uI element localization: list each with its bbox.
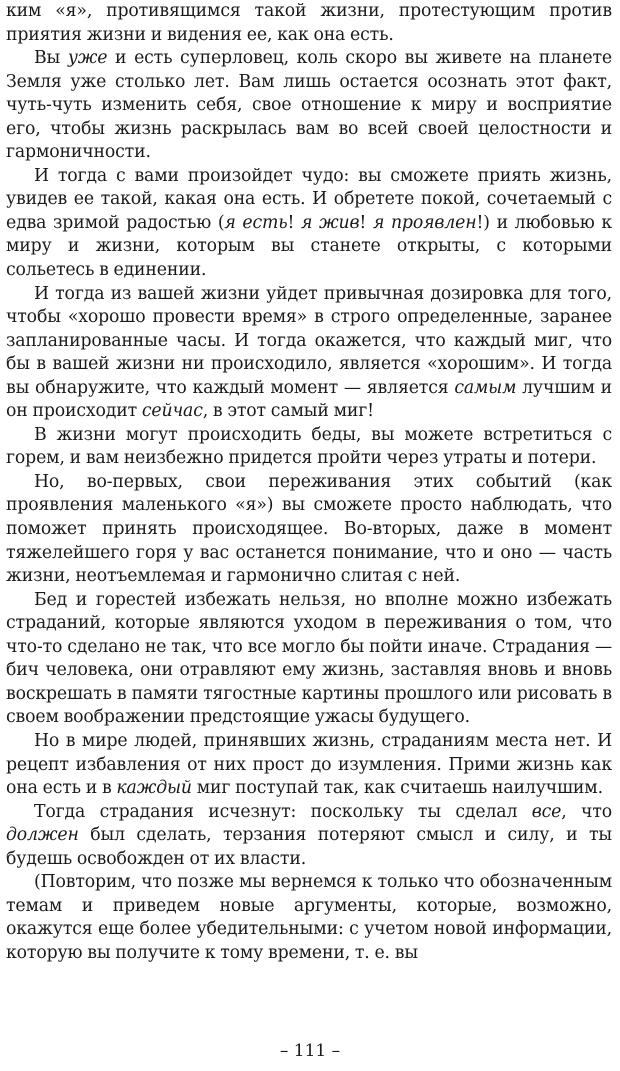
text-run: Вы	[34, 48, 68, 69]
paragraph	[6, 801, 612, 872]
text-run: (Повторим, что позже мы вернемся к только что обозначенным темам и приведем новые аргументы, которые, возможно, окажутся еще более убедительными: с учетом новой информации, которую вы получите к тому времени, т. е. вы	[6, 872, 612, 963]
text-run: Бед и горестей избежать нельзя, но вполне можно избежать страданий, которые являются уходом в переживания о том, что что-то сделано не так, что все могло бы пойти иначе. Страдания — бич человека, они отравляют ему жизнь, заставляя вновь и вновь воскрешать в памяти тягостные картины прошлого или рисовать в своем воображении предстоящие ужасы будущего.	[6, 589, 612, 728]
paragraph	[6, 424, 612, 471]
italic-text: я жив	[301, 212, 360, 233]
paragraph	[6, 471, 612, 589]
paragraph	[6, 730, 612, 801]
text-run: Тогда страдания исчезнут: поскольку ты сделал	[34, 801, 532, 822]
italic-text: сейчас	[141, 401, 203, 422]
italic-text: я есть	[224, 212, 288, 233]
text-run: ким «я», противящимся такой жизни, протестующим против приятия жизни и видения ее, как она есть.	[6, 1, 612, 45]
italic-text: должен	[6, 825, 79, 846]
italic-text: я проявлен	[372, 212, 477, 233]
text-run: !	[359, 212, 373, 233]
italic-text: каждый	[116, 778, 192, 799]
paragraph	[6, 165, 612, 283]
italic-text: самым	[454, 377, 517, 398]
paragraph	[6, 589, 612, 730]
paragraph	[6, 0, 612, 47]
text-run: , что	[561, 801, 612, 822]
text-run: В жизни могут происходить беды, вы можете встретиться с горем, и вам неизбежно придется пройти через утраты и потери.	[6, 424, 612, 469]
page-number: – 111 –	[279, 1041, 341, 1061]
text-run: Но, во-первых, свои переживания этих событий (как проявления маленького «я») вы сможете просто наблюдать, что поможет принять происходящее. Во-вторых, даже в момент тяжелейшего горя у вас останется понимание, что и оно — часть жизни, неотъемлемая и гармонично слитая с ней.	[6, 471, 612, 587]
text-run: !) и любовью к миру и жизни, которым вы станете открыты, с которыми сольетесь в единении.	[6, 212, 612, 281]
paragraph	[6, 283, 612, 424]
text-run: миг поступай так, как считаешь наилучшим.	[191, 778, 603, 799]
italic-text: уже	[67, 48, 108, 69]
text-run: лучшим и он происходит	[6, 377, 612, 422]
body-text	[6, 0, 612, 965]
text-run: И тогда с вами произойдет чудо: вы сможете приять жизнь, увидев ее такой, какая она есть. И обретете покой, сочетаемый с едва зримой радостью (	[6, 165, 612, 233]
text-run: был сделать, терзания потеряют смысл и силу, и ты будешь освобожден от их власти.	[6, 825, 612, 869]
text-run: И тогда из вашей жизни уйдет привычная дозировка для того, чтобы «хорошо провести время» в строго определенные, заранее запланированные часы. И тогда окажется, что каждый миг, что бы в вашей жизни ни происходило, является «хорошим». И тогда вы обнаружите, что каждый момент — является	[6, 283, 612, 398]
text-run: и есть суперловец, коль скоро вы живете на планете Земля уже столько лет. Вам лишь остается осознать этот факт, чуть-чуть изменить себя, свое отношение к миру и восприятие его, чтобы жизнь раскрылась вам во всей своей целостности и гармоничности.	[6, 48, 612, 163]
text-run: Но в мире людей, принявших жизнь, страданиям места нет. И рецепт избавления от них прост до изумления. Прими жизнь как она есть и в	[6, 730, 612, 799]
text-run: , в этот самый миг!	[202, 401, 374, 422]
paragraph	[6, 871, 612, 965]
italic-text: все	[531, 801, 562, 822]
paragraph	[6, 47, 612, 165]
text-run: !	[287, 212, 302, 233]
